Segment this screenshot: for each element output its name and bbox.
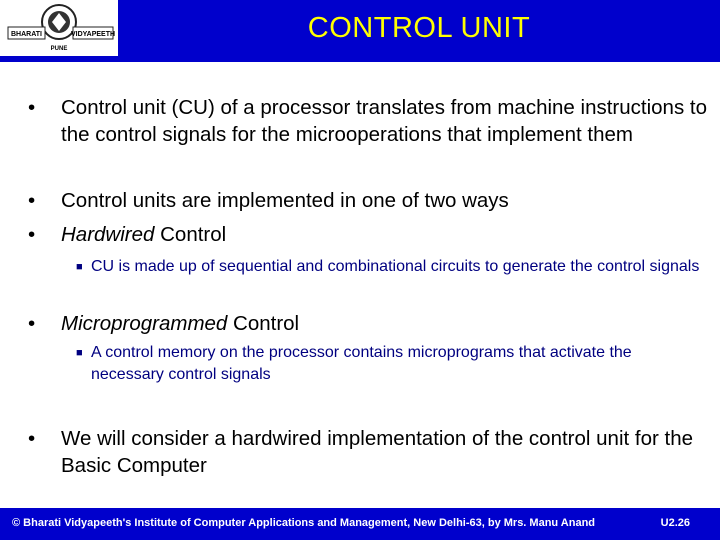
sub-bullet-marker: ■: [76, 347, 83, 359]
bullet-marker: •: [28, 427, 36, 450]
bullet-marker: •: [28, 96, 36, 119]
footer-credit: © Bharati Vidyapeeth's Institute of Computer Applications and Management, New Delhi-63, by Mrs. Manu Anand: [12, 517, 596, 529]
page-number: U2.26: [660, 517, 690, 529]
logo-bottom-text: PUNE: [50, 46, 68, 52]
sub-bullet-text: A control memory on the processor contains microprograms that activate the necessary control signals: [91, 344, 632, 383]
slide-header: [0, 0, 720, 62]
bullet-text: [61, 221, 720, 248]
logo-emblem-icon: [0, 0, 118, 56]
sub-bullet-text: CU is made up of sequential and combinational circuits to generate the control signals: [91, 258, 700, 275]
bullet-text: We will consider a hardwired implementation of the control unit for the Basic Computer: [61, 427, 694, 477]
bullet-marker: •: [28, 312, 36, 335]
sub-bullet-marker: ■: [76, 261, 83, 273]
bullet-marker: •: [28, 223, 36, 246]
bullet-emphasis: Microprogrammed: [61, 312, 228, 335]
page-title: CONTROL UNIT: [307, 12, 531, 44]
bullet-marker: •: [28, 189, 36, 212]
bullet-text: Control unit (CU) of a processor translates from machine instructions to the control signals for the microoperations that implement them: [61, 96, 708, 146]
institute-logo: [0, 0, 118, 56]
bullet-rest: Control: [154, 223, 227, 246]
bullet-text: Control units are implemented in one of two ways: [61, 189, 509, 212]
slide-footer: [0, 508, 720, 540]
logo-left-text: BHARATI: [11, 31, 42, 38]
bullet-emphasis: Hardwired: [61, 223, 155, 246]
bullet-rest: Control: [227, 312, 300, 335]
bullet-text: [61, 310, 720, 337]
logo-right-text: VIDYAPEETH: [70, 31, 116, 38]
